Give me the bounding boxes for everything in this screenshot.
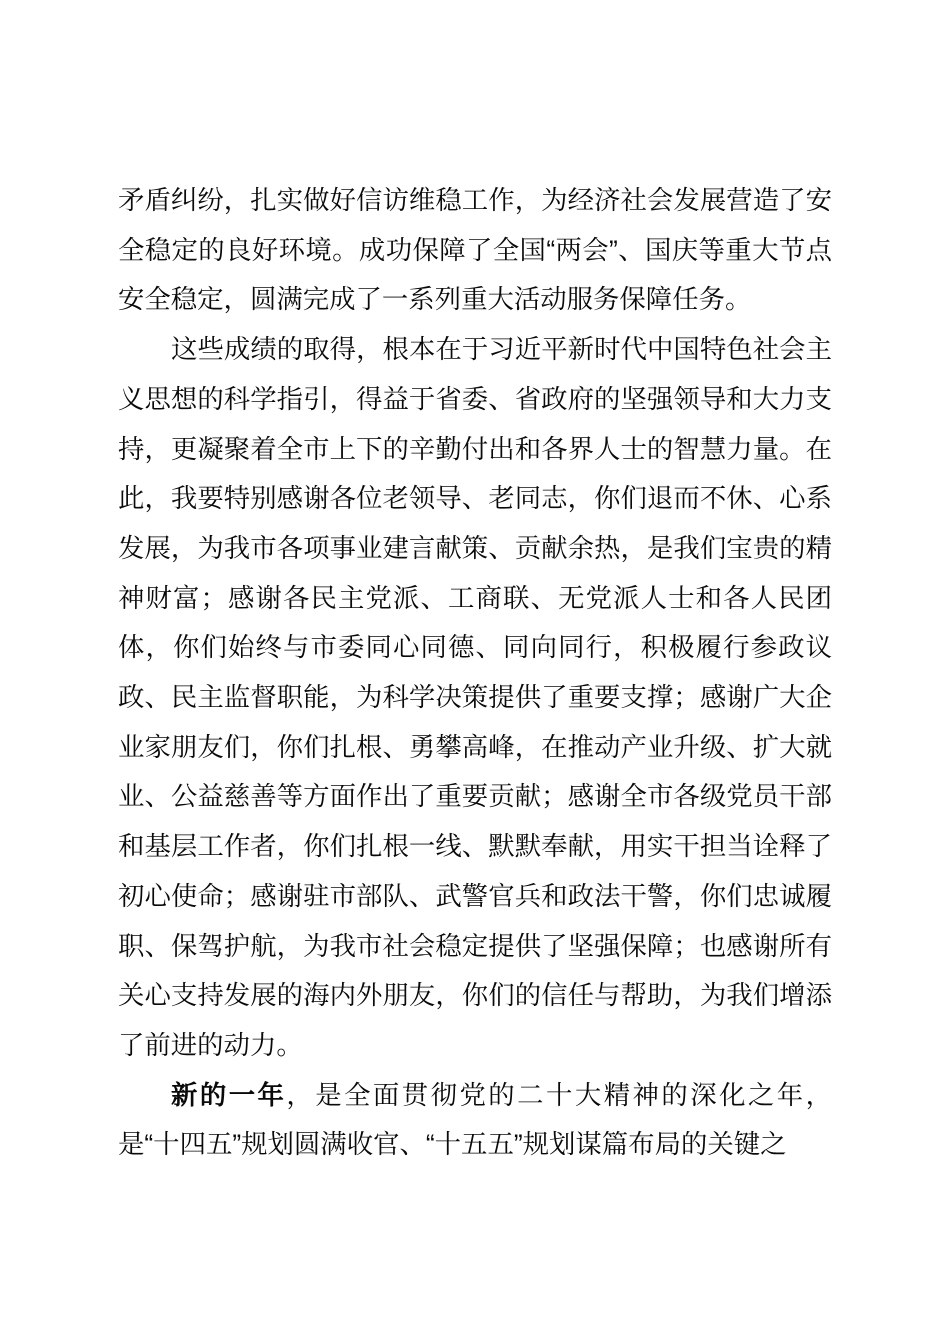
paragraph-1: 矛盾纠纷，扎实做好信访维稳工作，为经济社会发展营造了安全稳定的良好环境。成功保障了全国“两会”、国庆等重大节点安全稳定，圆满完成了一系列重大活动服务保障任务。	[118, 185, 832, 315]
paragraph-2: 这些成绩的取得，根本在于习近平新时代中国特色社会主义思想的科学指引，得益于省委、省政府的坚强领导和大力支持，更凝聚着全市上下的辛勤付出和各界人士的智慧力量。在此，我要特别感谢各位老领导、老同志，你们退而不休、心系发展，为我市各项事业建言献策、贡献余热，是我们宝贵的精神财富；感谢各民主党派、工商联、无党派人士和各人民团体，你们始终与市委同心同德、同向同行，积极履行参政议政、民主监督职能，为科学决策提供了重要支撑；感谢广大企业家朋友们，你们扎根、勇攀高峰，在推动产业升级、扩大就业、公益慈善等方面作出了重要贡献；感谢全市各级党员干部和基层工作者，你们扎根一线、默默奉献，用实干担当诠释了初心使命；感谢驻市部队、武警官兵和政法干警，你们忠诚履职、保驾护航，为我市社会稳定提供了坚强保障；也感谢所有关心支持发展的海内外朋友，你们的信任与帮助，为我们增添了前进的动力。	[118, 334, 832, 1060]
paragraph-3-bold-lead: 新的一年	[171, 1079, 287, 1110]
document-body	[118, 176, 832, 1170]
paragraph-3-text: ，是全面贯彻党的二十大精神的深化之年，是“十四五”规划圆满收官、“十五五”规划谋篇布局的关键之	[118, 1079, 833, 1160]
paragraph-3	[118, 1071, 832, 1170]
